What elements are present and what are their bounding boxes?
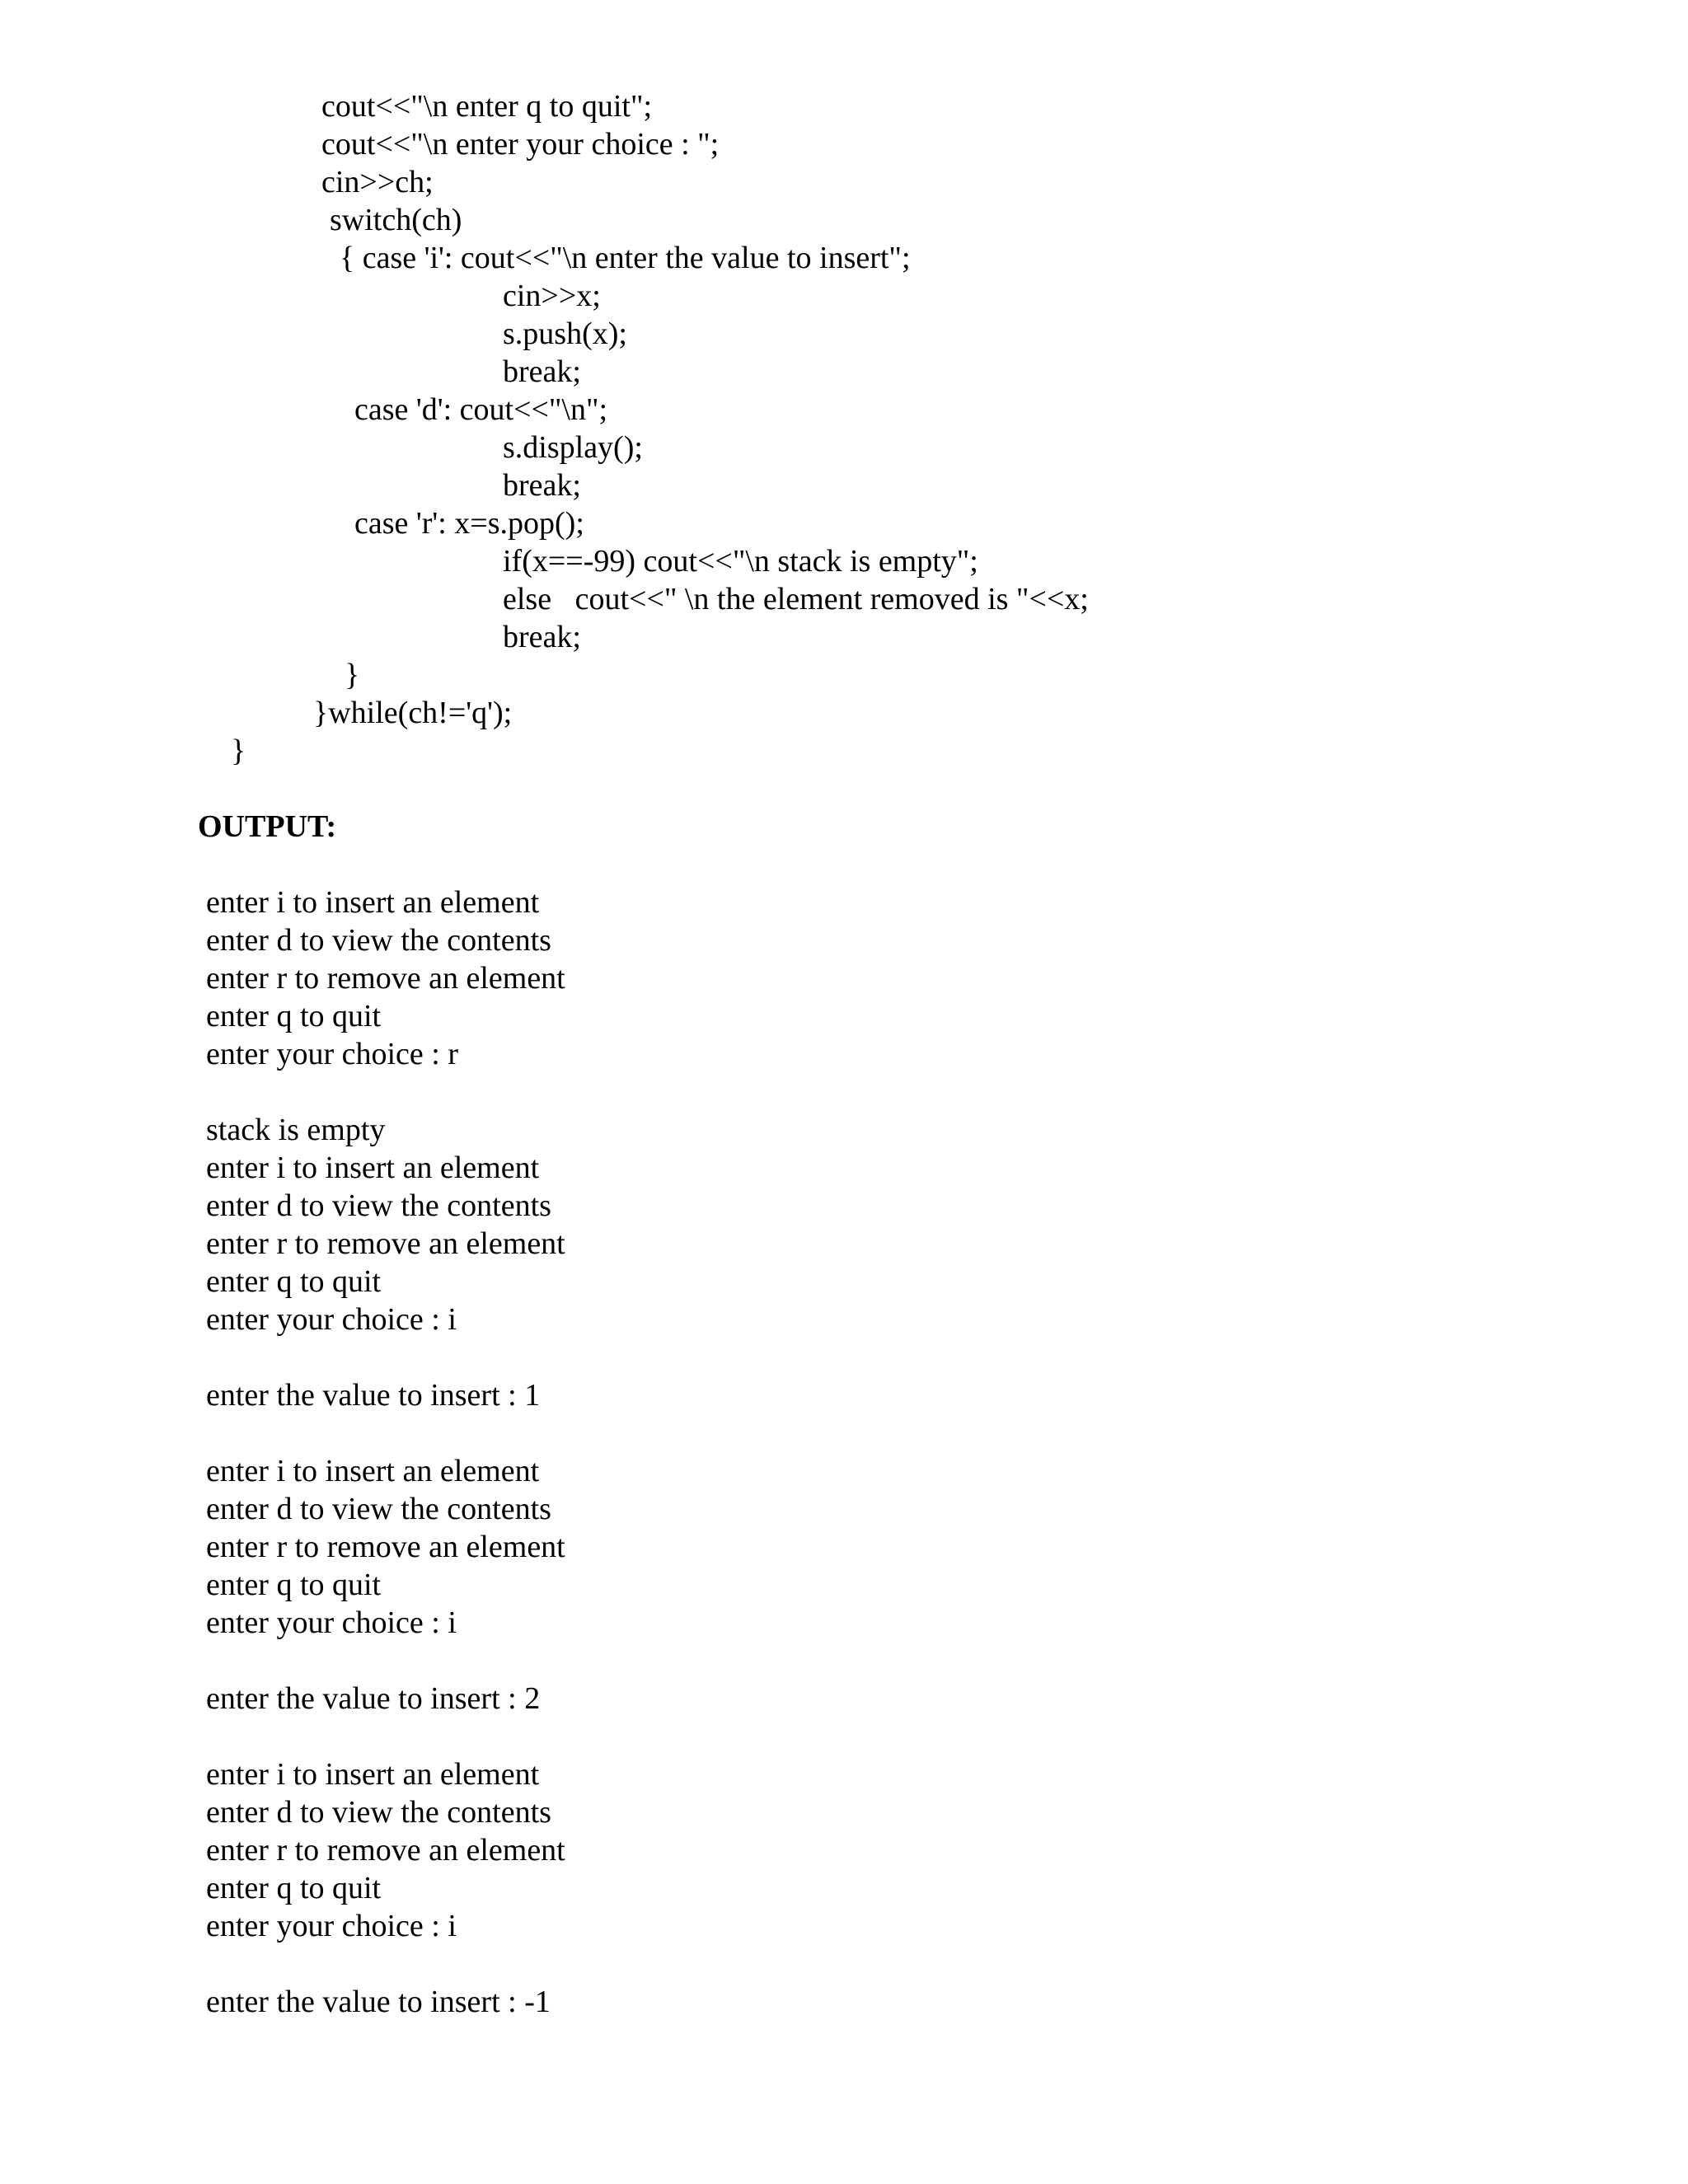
code-line: { case 'i': cout<<"\n enter the value to insert";	[340, 241, 911, 275]
output-line: enter r to remove an element	[206, 961, 565, 996]
code-line: break;	[503, 354, 581, 389]
output-line: enter r to remove an element	[206, 1226, 565, 1261]
output-line: enter the value to insert : -1	[206, 1985, 551, 2019]
output-line: enter your choice : i	[206, 1909, 457, 1943]
output-line: enter i to insert an element	[206, 1757, 540, 1792]
code-line: }while(ch!='q');	[313, 696, 513, 730]
output-line: enter i to insert an element	[206, 885, 540, 920]
code-line: }	[345, 658, 360, 692]
output-line: enter d to view the contents	[206, 1795, 551, 1830]
code-line: s.display();	[503, 430, 643, 465]
output-line: enter d to view the contents	[206, 923, 551, 958]
output-line: enter q to quit	[206, 1264, 382, 1299]
output-line: enter the value to insert : 2	[206, 1681, 541, 1716]
code-line: cout<<"\n enter your choice : ";	[321, 127, 720, 162]
code-line: cin>>x;	[503, 279, 601, 313]
output-line: enter q to quit	[206, 1568, 382, 1602]
output-line: stack is empty	[206, 1113, 386, 1147]
output-line: enter d to view the contents	[206, 1492, 551, 1526]
output-line: enter your choice : i	[206, 1302, 457, 1337]
code-line: switch(ch)	[330, 203, 462, 237]
code-line: break;	[503, 468, 581, 503]
code-line: if(x==-99) cout<<"\n stack is empty";	[503, 544, 978, 579]
output-line: enter r to remove an element	[206, 1530, 565, 1564]
output-line: enter q to quit	[206, 999, 382, 1033]
code-line: else cout<<" \n the element removed is "<<x;	[503, 582, 1089, 616]
code-line: break;	[503, 620, 581, 654]
output-line: enter your choice : r	[206, 1037, 458, 1071]
code-line: case 'r': x=s.pop();	[354, 506, 584, 541]
output-line: enter i to insert an element	[206, 1454, 540, 1488]
output-line: enter i to insert an element	[206, 1151, 540, 1185]
code-line: case 'd': cout<<"\n";	[354, 392, 608, 427]
code-line: cin>>ch;	[321, 165, 434, 199]
output-line: enter r to remove an element	[206, 1833, 565, 1868]
output-line: enter your choice : i	[206, 1605, 457, 1640]
code-line: cout<<"\n enter q to quit";	[321, 89, 653, 124]
code-line: }	[231, 733, 246, 768]
output-line: enter q to quit	[206, 1871, 382, 1905]
output-line: enter the value to insert : 1	[206, 1378, 541, 1413]
code-line: s.push(x);	[503, 316, 627, 351]
output-heading: OUTPUT:	[198, 809, 337, 844]
output-line: enter d to view the contents	[206, 1188, 551, 1223]
